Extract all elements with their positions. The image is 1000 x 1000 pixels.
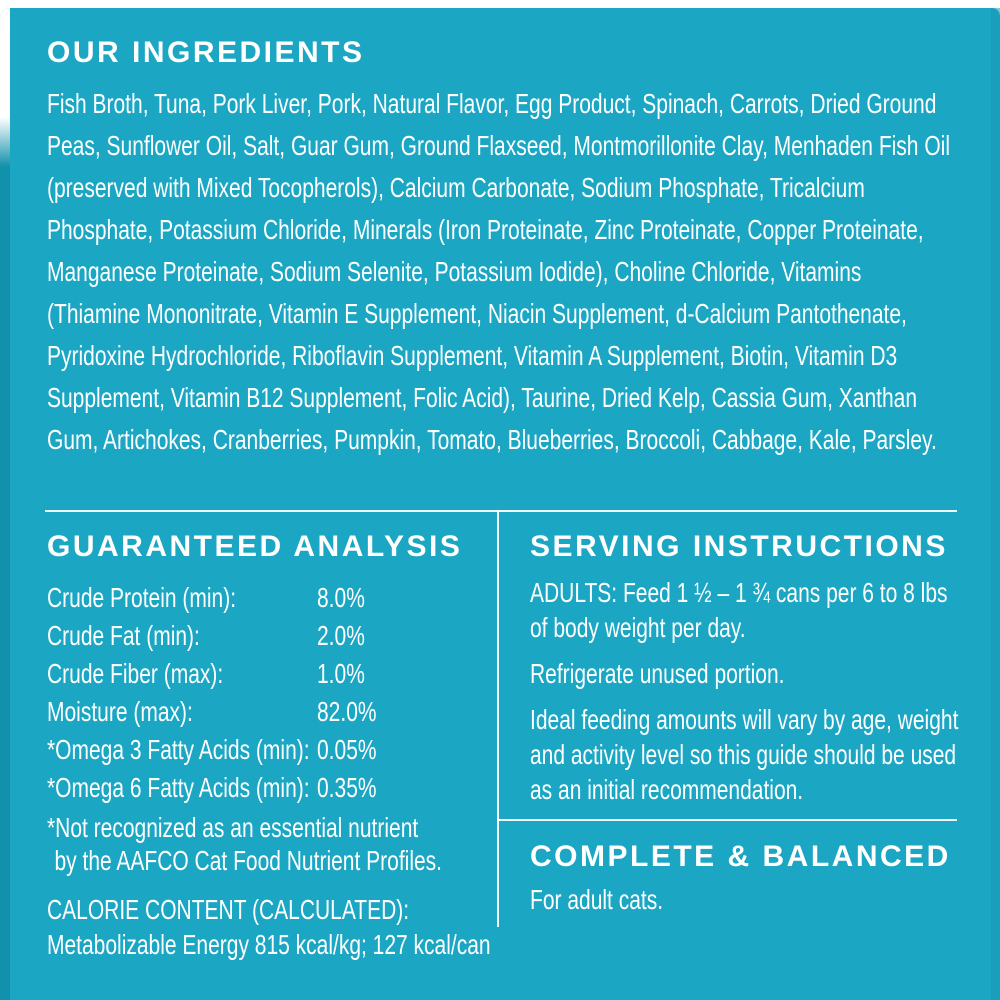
table-row xyxy=(47,693,497,731)
serving-instructions-section xyxy=(530,530,960,818)
nutrient-label: Moisture (max): xyxy=(47,695,193,727)
serving-paragraph-adults: ADULTS: Feed 1 ½ – 1 ¾ cans per 6 to 8 lbs of body weight per day. xyxy=(530,576,948,643)
nutrient-value: 0.35% xyxy=(317,771,377,803)
serving-paragraph-refrigerate: Refrigerate unused portion. xyxy=(530,657,785,689)
complete-balanced-text: For adult cats. xyxy=(530,883,664,915)
guaranteed-analysis-table xyxy=(47,579,497,807)
guaranteed-analysis-heading: GUARANTEED ANALYSIS xyxy=(47,530,463,563)
complete-balanced-heading: COMPLETE & BALANCED xyxy=(530,840,951,873)
table-row xyxy=(47,731,497,769)
calorie-content-text: Metabolizable Energy 815 kcal/kg; 127 kcal/can xyxy=(47,928,491,960)
table-row xyxy=(47,579,497,617)
aafco-footnote xyxy=(47,811,497,877)
nutrient-value: 0.05% xyxy=(317,733,377,765)
divider-vertical xyxy=(497,510,499,927)
serving-instructions-heading: SERVING INSTRUCTIONS xyxy=(530,530,948,563)
nutrient-label: Crude Fat (min): xyxy=(47,619,200,651)
calorie-content-heading: CALORIE CONTENT (CALCULATED): xyxy=(47,893,410,925)
table-row xyxy=(47,655,497,693)
nutrient-value: 1.0% xyxy=(317,657,365,689)
footnote-line: *Not recognized as an essential nutrient xyxy=(47,811,419,843)
footnote-line: by the AAFCO Cat Food Nutrient Profiles. xyxy=(54,844,443,876)
divider-horizontal-top xyxy=(45,510,957,512)
nutrient-value: 82.0% xyxy=(317,695,377,727)
nutrient-label: Crude Fiber (max): xyxy=(47,657,224,689)
table-row xyxy=(47,617,497,655)
label-left-edge-shade xyxy=(0,8,10,1000)
nutrient-label: Crude Protein (min): xyxy=(47,581,237,613)
label-right-edge-shade xyxy=(991,8,1000,1000)
guaranteed-analysis-section xyxy=(47,530,497,961)
nutrient-value: 8.0% xyxy=(317,581,365,613)
serving-paragraph-ideal: Ideal feeding amounts will vary by age, weight and activity level so this guide should be used as an initial recommendation. xyxy=(530,703,959,805)
table-row xyxy=(47,769,497,807)
nutrient-value: 2.0% xyxy=(317,619,365,651)
nutrient-label: *Omega 6 Fatty Acids (min): xyxy=(47,771,310,803)
ingredients-text: Fish Broth, Tuna, Pork Liver, Pork, Natural Flavor, Egg Product, Spinach, Carrots, Dried Ground Peas, Sunflower Oil, Salt, Guar Gum, Ground Flaxseed, Montmorillonite Clay, Menhaden Fish Oil (preserved with Mixed Tocopherols), Calcium Carbonate, Sodium Phosphate, Tricalcium Phosphate, Potassium Chloride, Minerals (Iron Proteinate, Zinc Proteinate, Copper Proteinate, Manganese Proteinate, Sodium Selenite, Potassium Iodide), Choline Chloride, Vitamins (Thiamine Mononitrate, Vitamin E Supplement, Niacin Supplement, d-Calcium Pantothenate, Pyridoxine Hydrochloride, Riboflavin Supplement, Vitamin A Supplement, Biotin, Vitamin D3 Supplement, Vitamin B12 Supplement, Folic Acid), Taurine, Dried Kelp, Cassia Gum, Xanthan Gum, Artichokes, Cranberries, Pumpkin, Tomato, Blueberries, Broccoli, Cabbage, Kale, Parsley. xyxy=(47,87,950,455)
complete-balanced-section xyxy=(530,840,960,917)
divider-horizontal-right xyxy=(497,819,957,821)
ingredients-section xyxy=(47,36,959,461)
nutrient-label: *Omega 3 Fatty Acids (min): xyxy=(47,733,310,765)
ingredients-heading: OUR INGREDIENTS xyxy=(47,36,365,69)
